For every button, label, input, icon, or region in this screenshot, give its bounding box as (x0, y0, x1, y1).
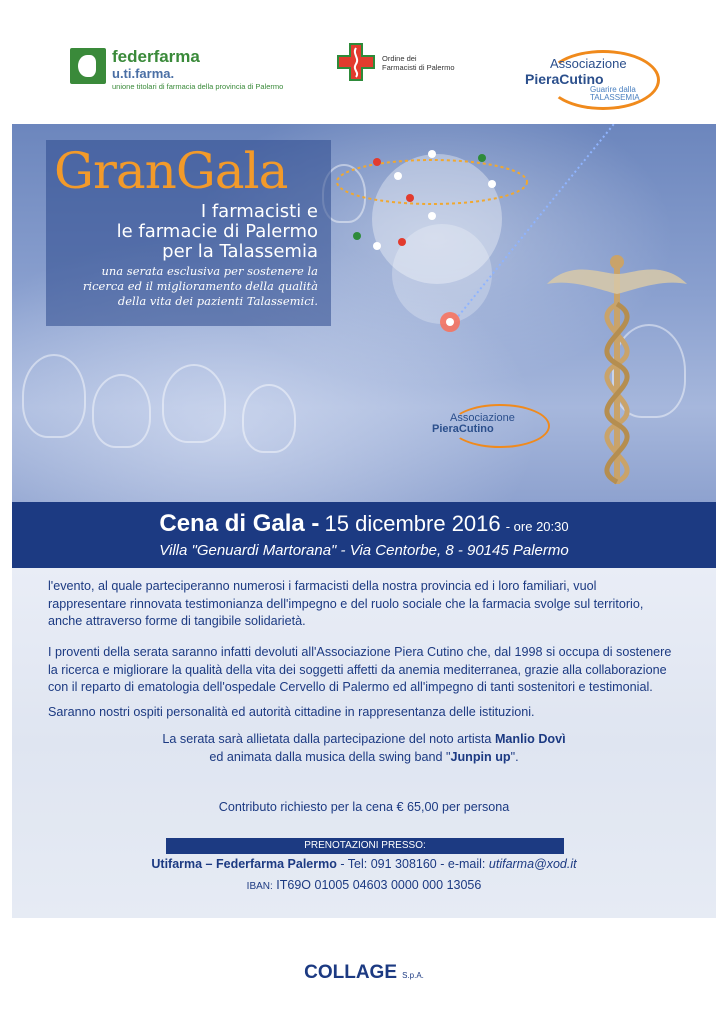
band-name: Junpin up (450, 750, 511, 764)
hero-subtitle-line: I farmacisti e (200, 201, 318, 222)
booking-label-bar: PRENOTAZIONI PRESSO: (166, 838, 564, 854)
event-title: Cena di Gala - (159, 510, 320, 537)
paragraph-guests: Saranno nostri ospiti personalità ed autorità cittadine in rappresentanza delle istituzioni. (48, 705, 535, 719)
artist-name: Manlio Dovì (494, 732, 566, 746)
hero-description (46, 264, 318, 309)
event-venue: Villa "Genuardi Martorana" - Via Centorbe, 8 - 90145 Palermo (159, 542, 569, 559)
event-date: 15 dicembre 2016 (324, 511, 501, 536)
band-line-prefix: ed animata dalla musica della swing band " (209, 750, 451, 764)
wine-glass-decor (92, 374, 151, 448)
hero-description-line: ricerca ed il miglioramento della qualità (82, 279, 318, 293)
ordine-line1: Ordine dei (382, 54, 417, 63)
wine-glass-decor (22, 354, 86, 438)
wine-glass-decor (242, 384, 296, 453)
band-line-suffix: ". (510, 750, 519, 764)
gran-gala-title: GranGala (54, 142, 288, 200)
hero-description-line: una serata esclusiva per sostenere la (101, 264, 318, 278)
ordine-text (382, 54, 455, 72)
booking-contact (12, 857, 716, 871)
booking-iban (12, 878, 716, 892)
band-line (12, 750, 716, 764)
wine-glass-decor (162, 364, 226, 443)
event-band (12, 502, 716, 568)
federfarma-subname: u.ti.farma. (112, 66, 175, 81)
federfarma-name: federfarma (112, 47, 200, 66)
booking-email[interactable]: utifarma@xod.it (488, 857, 577, 871)
booking-tel-label: - Tel: (340, 857, 368, 871)
associazione-tagline1: Guarire dalla (590, 85, 636, 94)
ordine-cross-icon (336, 42, 376, 82)
booking-tel[interactable]: 091 308160 (370, 857, 437, 871)
bottle-label-line1: Associazione (450, 412, 515, 424)
ordine-line2: Farmacisti di Palermo (382, 63, 455, 72)
artist-line (12, 732, 716, 746)
iban-label: IBAN: (246, 881, 273, 892)
booking-email-label: - e-mail: (440, 857, 486, 871)
contribution-line: Contributo richiesto per la cena € 65,00 per persona (218, 800, 510, 814)
associazione-piera-cutino-logo (520, 58, 660, 102)
footer (0, 962, 728, 984)
artist-line-prefix: La serata sarà allietata dalla partecipazione del noto artista (162, 732, 495, 746)
bottle-label-logo (432, 404, 572, 452)
bottle-label-line2: PieraCutino (432, 423, 494, 435)
hero-title-box (46, 140, 331, 326)
hero-subtitle (46, 202, 318, 262)
event-time: - ore 20:30 (505, 519, 569, 534)
iban-value: IT69O 01005 04603 0000 000 13056 (276, 878, 482, 892)
collage-suffix: S.p.A. (402, 971, 424, 980)
associazione-line1: Associazione (550, 56, 627, 71)
ordine-farmacisti-logo (336, 42, 496, 86)
hero-description-line: della vita dei pazienti Talassemici. (117, 294, 318, 308)
federfarma-mark-icon (70, 48, 106, 84)
federfarma-logo (70, 48, 300, 96)
event-description-panel (12, 568, 716, 918)
hero-banner (12, 124, 716, 502)
event-headline (12, 510, 716, 538)
paragraph-proceeds: I proventi della serata saranno infatti devoluti all'Associazione Piera Cutino che, dal 1998 si occupa di sostenere la ricerca e migliorare la qualità della vita dei soggetti affetti da anemia mediterranea, grazie alla collaborazione con il reparto di ematologia dell'ospedale Cervello di Palermo ed all'impegno di tanti sostenitori e testimonial. (48, 645, 672, 694)
caduceus-icon (542, 244, 692, 494)
associazione-tagline2: TALASSEMIA (590, 93, 640, 102)
hero-subtitle-line: per la Talassemia (162, 241, 318, 262)
associazione-line2: PieraCutino (525, 71, 604, 87)
associazione-tagline (590, 86, 640, 102)
collage-brand: COLLAGE (304, 962, 397, 983)
federfarma-description: unione titolari di farmacia della provincia di Palermo (112, 82, 284, 91)
hero-subtitle-line: le farmacie di Palermo (116, 221, 318, 242)
booking-org: Utifarma – Federfarma Palermo (151, 857, 337, 871)
paragraph-intro: l'evento, al quale parteciperanno numerosi i farmacisti della nostra provincia ed i loro familiari, vuol rappresentare rinnovata testimonianza dell'impegno e del ruolo sociale che la farmacia svolge sul territorio, anche attraverso forme di tangibile solidarietà. (48, 579, 644, 628)
